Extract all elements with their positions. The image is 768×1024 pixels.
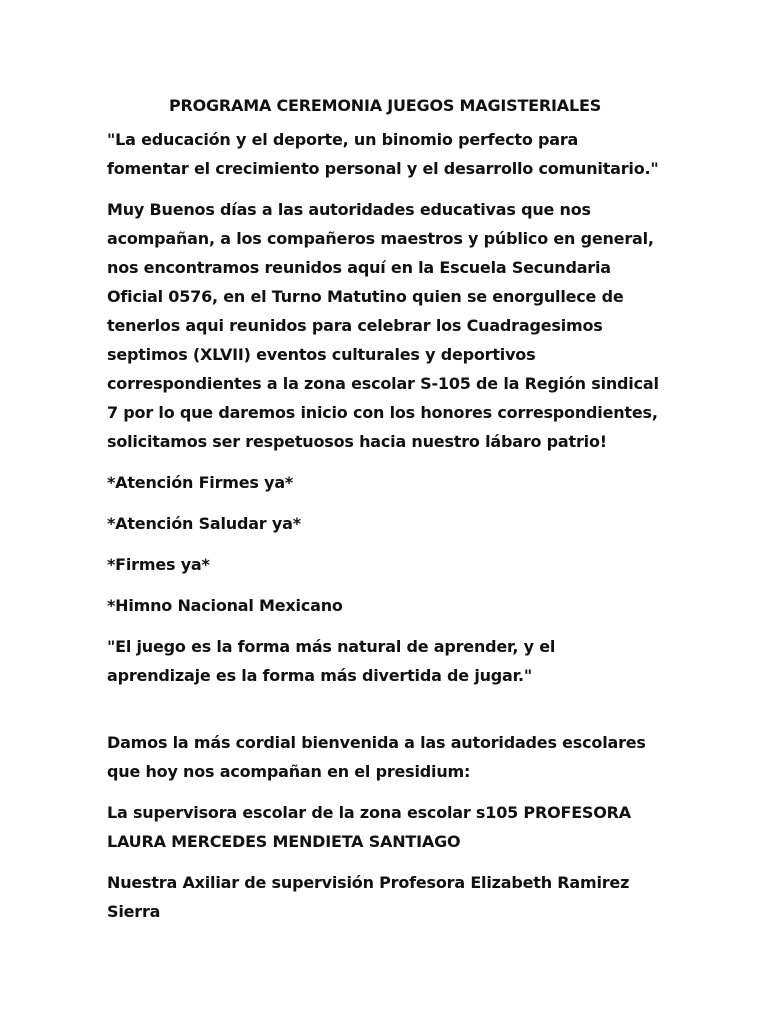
document-body (107, 93, 663, 938)
command-saludar: *Atención Saludar ya* (107, 514, 301, 533)
welcome-authorities: Damos la más cordial bienvenida a las autoridades escolares que hoy nos acompañan en el presidium: (107, 733, 646, 781)
opening-quote: "La educación y el deporte, un binomio perfecto para fomentar el crecimiento personal y el desarrollo comunitario." (107, 130, 659, 178)
blank-line (107, 702, 663, 728)
welcome-paragraph: Muy Buenos días a las autoridades educativas que nos acompañan, a los compañeros maestros y público en general, nos encontramos reunidos aquí en la Escuela Secundaria Oficial 0576, en el Turno Matutino quien se enorgullece de tenerlos aqui reunidos para celebrar los Cuadragesimos septimos (XLVII) eventos culturales y deportivos correspondientes a la zona escolar S-105 de la Región sindical 7 por lo que daremos inicio con los honores correspondientes, solicitamos ser respetuosos hacia nuestro lábaro patrio! (107, 200, 659, 451)
assistant-line: Nuestra Axiliar de supervisión Profesora Elizabeth Ramirez Sierra (107, 873, 630, 921)
supervisor-line: La supervisora escolar de la zona escolar s105 PROFESORA LAURA MERCEDES MENDIETA SANTIAGO (107, 803, 631, 851)
command-himno: *Himno Nacional Mexicano (107, 596, 343, 615)
second-quote: "El juego es la forma más natural de aprender, y el aprendizaje es la forma más divertida de jugar." (107, 637, 556, 685)
command-firmes: *Atención Firmes ya* (107, 473, 294, 492)
command-firmes-ya: *Firmes ya* (107, 555, 210, 574)
document-title: PROGRAMA CEREMONIA JUEGOS MAGISTERIALES (168, 96, 602, 115)
